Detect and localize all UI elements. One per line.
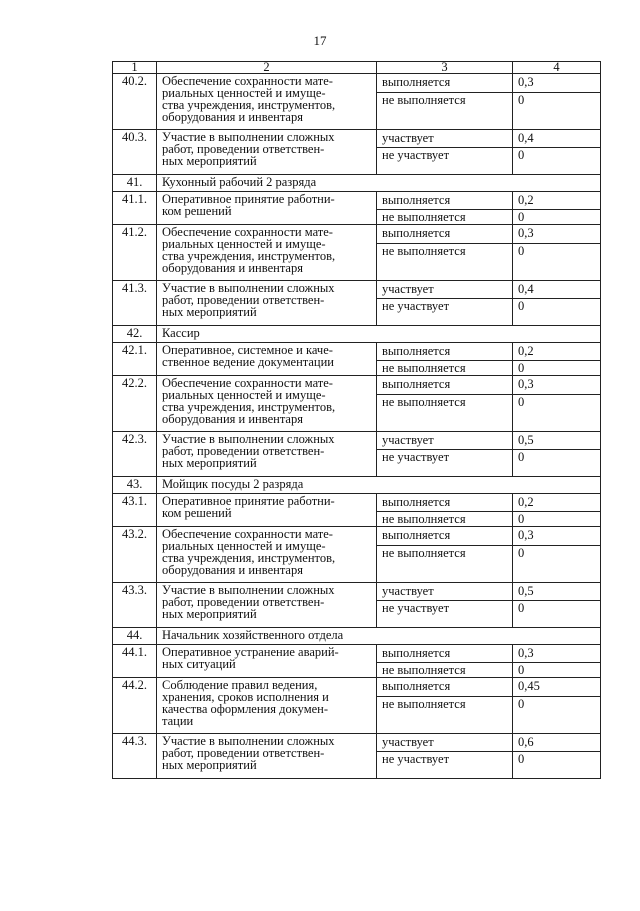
column-header: 1: [113, 62, 157, 74]
criterion-number: 42.2.: [113, 376, 157, 432]
criterion-score-positive: 0,4: [513, 130, 601, 148]
criterion-option-positive: участвует: [377, 734, 513, 752]
criterion-row: [113, 645, 601, 663]
criterion-score-negative: 0: [513, 697, 601, 734]
criterion-score-positive: 0,5: [513, 583, 601, 601]
criterion-number: 44.2.: [113, 678, 157, 734]
criterion-number: 41.3.: [113, 281, 157, 326]
criterion-number: 40.2.: [113, 74, 157, 130]
criterion-score-negative: 0: [513, 361, 601, 376]
criterion-option-positive: участвует: [377, 130, 513, 148]
criterion-score-positive: 0,3: [513, 527, 601, 546]
criterion-number: 44.1.: [113, 645, 157, 678]
criterion-row: [113, 527, 601, 546]
criterion-score-negative: 0: [513, 512, 601, 527]
criterion-option-positive: выполняется: [377, 343, 513, 361]
criterion-description: Оперативное устранение аварий- ных ситуаций: [157, 645, 377, 678]
criterion-option-negative: не участвует: [377, 752, 513, 779]
criterion-score-negative: 0: [513, 752, 601, 779]
criterion-option-negative: не выполняется: [377, 395, 513, 432]
section-number: 41.: [113, 175, 157, 192]
criterion-row: [113, 734, 601, 752]
criterion-description: Оперативное, системное и каче- ственное ведение документации: [157, 343, 377, 376]
column-header: 4: [513, 62, 601, 74]
criterion-option-positive: участвует: [377, 281, 513, 299]
page-number: 17: [313, 33, 327, 48]
criterion-option-positive: выполняется: [377, 527, 513, 546]
criterion-score-positive: 0,3: [513, 225, 601, 244]
criterion-option-positive: выполняется: [377, 192, 513, 210]
criterion-row: [113, 494, 601, 512]
criterion-number: 43.1.: [113, 494, 157, 527]
criterion-row: [113, 343, 601, 361]
criterion-number: 42.1.: [113, 343, 157, 376]
table-body: [113, 62, 601, 779]
criterion-option-positive: выполняется: [377, 74, 513, 93]
criterion-score-positive: 0,3: [513, 74, 601, 93]
criterion-option-positive: выполняется: [377, 678, 513, 697]
criterion-score-negative: 0: [513, 395, 601, 432]
criterion-number: 43.3.: [113, 583, 157, 628]
column-header: 2: [157, 62, 377, 74]
criterion-option-negative: не выполняется: [377, 512, 513, 527]
criterion-option-negative: не участвует: [377, 450, 513, 477]
criterion-score-negative: 0: [513, 663, 601, 678]
criterion-option-negative: не участвует: [377, 148, 513, 175]
column-header: 3: [377, 62, 513, 74]
criterion-option-positive: выполняется: [377, 645, 513, 663]
criterion-row: [113, 130, 601, 148]
criterion-option-positive: выполняется: [377, 494, 513, 512]
criterion-score-positive: 0,2: [513, 192, 601, 210]
criterion-score-positive: 0,2: [513, 494, 601, 512]
section-title: Мойщик посуды 2 разряда: [157, 477, 601, 494]
criterion-score-negative: 0: [513, 148, 601, 175]
section-row: [113, 175, 601, 192]
section-title: Кассир: [157, 326, 601, 343]
criterion-option-positive: участвует: [377, 583, 513, 601]
criterion-option-positive: выполняется: [377, 225, 513, 244]
criterion-score-negative: 0: [513, 450, 601, 477]
table-header-row: [113, 62, 601, 74]
criterion-option-negative: не выполняется: [377, 663, 513, 678]
criterion-row: [113, 192, 601, 210]
criterion-score-positive: 0,45: [513, 678, 601, 697]
section-number: 44.: [113, 628, 157, 645]
criterion-option-negative: не выполняется: [377, 93, 513, 130]
criterion-description: Участие в выполнении сложных работ, проведении ответствен- ных мероприятий: [157, 734, 377, 779]
criterion-option-negative: не выполняется: [377, 697, 513, 734]
criterion-description: Оперативное принятие работни- ком решений: [157, 192, 377, 225]
criterion-description: Оперативное принятие работни- ком решений: [157, 494, 377, 527]
criterion-option-positive: выполняется: [377, 376, 513, 395]
criterion-description: Участие в выполнении сложных работ, проведении ответствен- ных мероприятий: [157, 281, 377, 326]
criterion-option-positive: участвует: [377, 432, 513, 450]
section-title: Кухонный рабочий 2 разряда: [157, 175, 601, 192]
criterion-description: Обеспечение сохранности мате- риальных ценностей и имуще- ства учреждения, инструментов, оборудования и инвентаря: [157, 527, 377, 583]
criterion-option-negative: не выполняется: [377, 361, 513, 376]
criterion-score-negative: 0: [513, 210, 601, 225]
criterion-score-negative: 0: [513, 546, 601, 583]
criterion-description: Участие в выполнении сложных работ, проведении ответствен- ных мероприятий: [157, 583, 377, 628]
criterion-number: 44.3.: [113, 734, 157, 779]
section-row: [113, 477, 601, 494]
criterion-row: [113, 432, 601, 450]
criterion-description: Участие в выполнении сложных работ, проведении ответствен- ных мероприятий: [157, 130, 377, 175]
criterion-score-positive: 0,4: [513, 281, 601, 299]
criterion-score-positive: 0,3: [513, 376, 601, 395]
criterion-score-positive: 0,5: [513, 432, 601, 450]
criteria-table: [112, 61, 601, 779]
criterion-row: [113, 74, 601, 93]
criterion-description: Участие в выполнении сложных работ, проведении ответствен- ных мероприятий: [157, 432, 377, 477]
criterion-number: 41.2.: [113, 225, 157, 281]
criterion-score-negative: 0: [513, 93, 601, 130]
criterion-option-negative: не выполняется: [377, 546, 513, 583]
criterion-description: Обеспечение сохранности мате- риальных ценностей и имуще- ства учреждения, инструментов, оборудования и инвентаря: [157, 225, 377, 281]
criterion-option-negative: не выполняется: [377, 210, 513, 225]
criterion-description: Соблюдение правил ведения, хранения, сроков исполнения и качества оформления докумен- тации: [157, 678, 377, 734]
section-row: [113, 326, 601, 343]
section-number: 42.: [113, 326, 157, 343]
criterion-score-negative: 0: [513, 244, 601, 281]
criterion-description: Обеспечение сохранности мате- риальных ценностей и имуще- ства учреждения, инструментов, оборудования и инвентаря: [157, 376, 377, 432]
criterion-row: [113, 376, 601, 395]
criterion-score-positive: 0,2: [513, 343, 601, 361]
criterion-row: [113, 225, 601, 244]
criterion-row: [113, 583, 601, 601]
criterion-score-negative: 0: [513, 299, 601, 326]
criterion-row: [113, 678, 601, 697]
criterion-row: [113, 281, 601, 299]
criterion-description: Обеспечение сохранности мате- риальных ценностей и имуще- ства учреждения, инструментов, оборудования и инвентаря: [157, 74, 377, 130]
criterion-option-negative: не участвует: [377, 299, 513, 326]
criterion-score-positive: 0,3: [513, 645, 601, 663]
criterion-number: 42.3.: [113, 432, 157, 477]
section-number: 43.: [113, 477, 157, 494]
criterion-number: 40.3.: [113, 130, 157, 175]
criterion-option-negative: не участвует: [377, 601, 513, 628]
section-title: Начальник хозяйственного отдела: [157, 628, 601, 645]
criterion-number: 41.1.: [113, 192, 157, 225]
criterion-score-positive: 0,6: [513, 734, 601, 752]
section-row: [113, 628, 601, 645]
criterion-score-negative: 0: [513, 601, 601, 628]
criterion-option-negative: не выполняется: [377, 244, 513, 281]
criterion-number: 43.2.: [113, 527, 157, 583]
